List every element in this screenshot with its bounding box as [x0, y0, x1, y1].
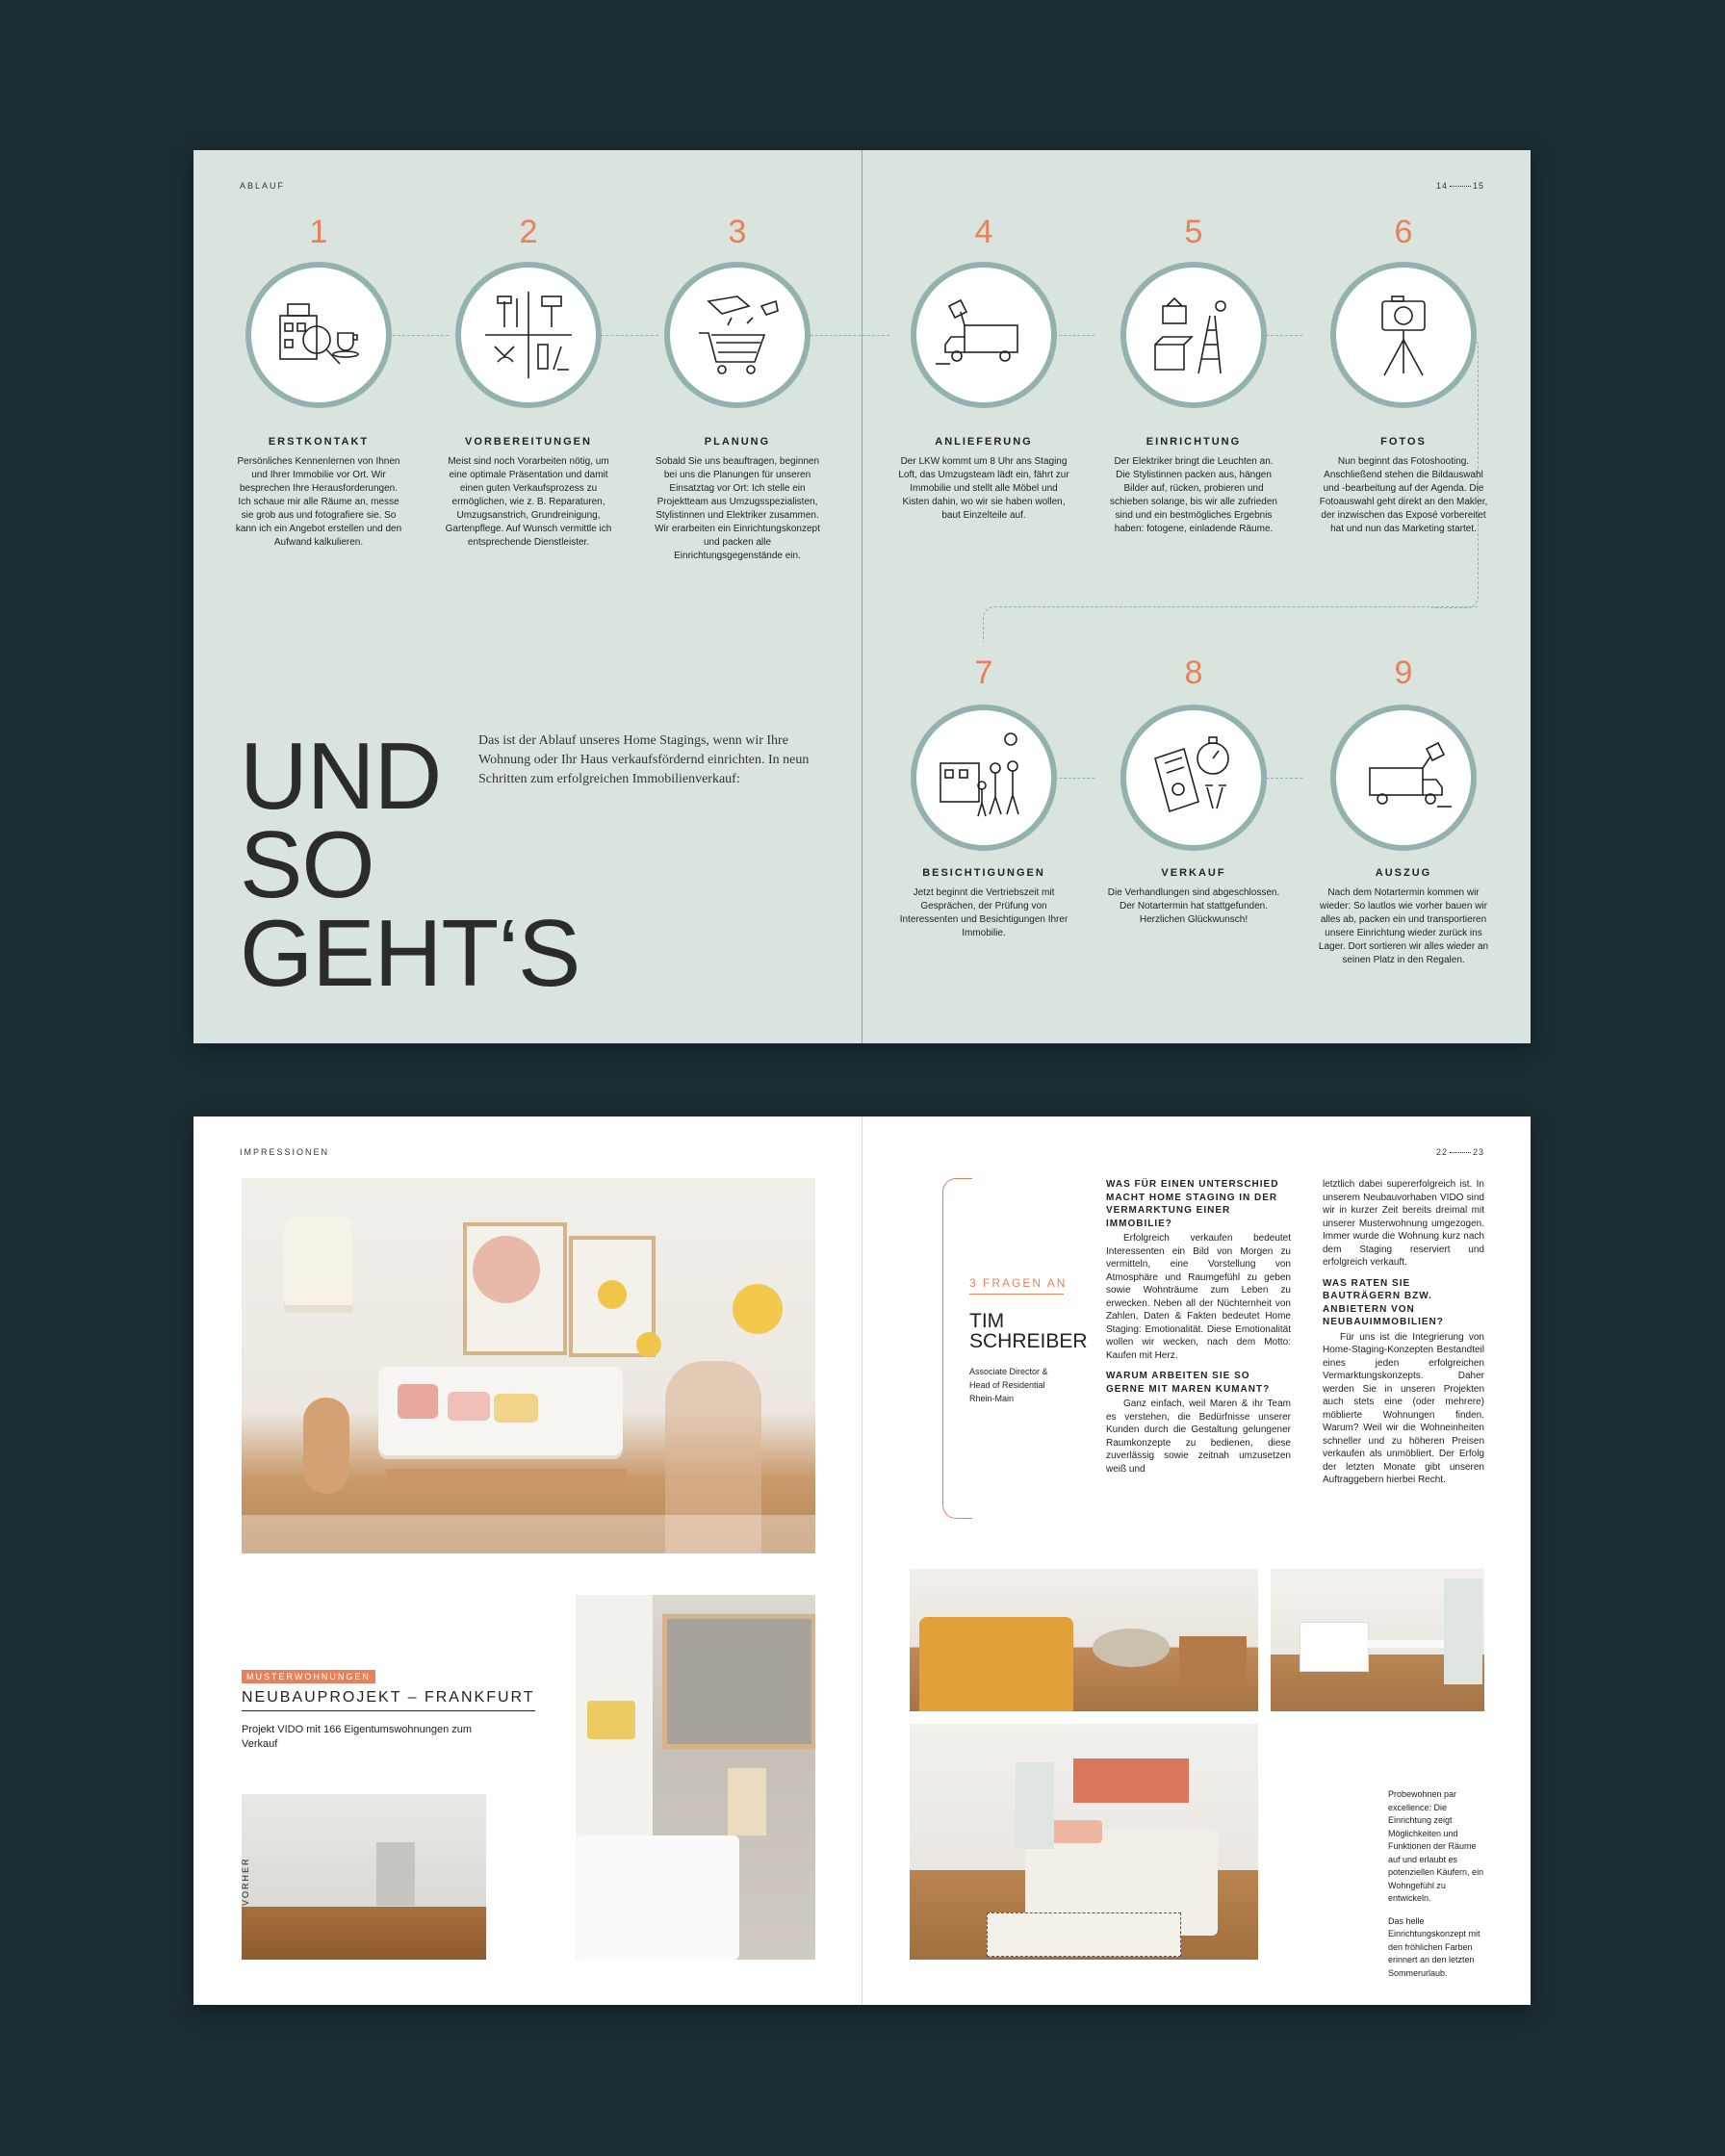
- qa-column-1: [1106, 1178, 1291, 1483]
- step-number: 3: [728, 214, 747, 250]
- person-name: TIM SCHREIBER: [969, 1310, 1088, 1352]
- mirror: [662, 1614, 815, 1749]
- category-tag: MUSTERWOHNUNGEN: [242, 1670, 375, 1683]
- step-title: ANLIEFERUNG: [935, 436, 1033, 448]
- step-text: Nun beginnt das Fotoshooting. Anschließend stehen die Bildauswahl und -bearbeitung auf der Agenda. Die Fotoauswahl geht direkt an den Makler, der inzwischen das Exposé vorbereitet hat und nun das Marketing startet.: [1319, 456, 1488, 534]
- step-8-circle: [1120, 705, 1267, 851]
- step-text: Persönliches Kennenlernen von Ihnen und Ihrer Immobilie vor Ort. Wir besprechen Ihre Herausforderungen. Ich schaue mir alle Räume an, messe sie grob aus und fotografiere sie. So kann ich ein Angebot erstellen und den Aufwand kalkulieren.: [235, 456, 402, 548]
- intro-text: Das ist der Ablauf unseres Home Stagings, wenn wir Ihre Wohnung oder Ihr Haus verkaufsfördernd einrichten. In neun Schritten zum erfolgreichen Immobilienverkauf:: [478, 733, 810, 786]
- step-number: 5: [1184, 214, 1203, 250]
- step-number: 1: [309, 214, 328, 250]
- bedroom-photo-1: [910, 1569, 1258, 1711]
- truck-icon: [936, 287, 1032, 383]
- soap-dispenser: [728, 1768, 766, 1835]
- step-number: 7: [974, 654, 993, 691]
- running-head: ABLAUF: [240, 181, 286, 191]
- step-7-circle: [911, 705, 1057, 851]
- step-text: Die Verhandlungen sind abgeschlossen. Der Notartermin hat stattgefunden. Herzlichen Glückwunsch!: [1107, 887, 1280, 925]
- connector-line: [811, 335, 889, 336]
- quote-bracket: [942, 1178, 972, 1519]
- step-title: FOTOS: [1380, 436, 1427, 448]
- headline: UND SO GEHT‘S: [240, 723, 580, 1006]
- person-role: Associate Director & Head of Residential Rhein-Main: [969, 1367, 1048, 1403]
- project-subtitle: Projekt VIDO mit 166 Eigentumswohnungen zum Verkauf: [242, 1724, 473, 1750]
- project-title: NEUBAUPROJEKT – FRANKFURT: [242, 1689, 535, 1711]
- brochure-spread-ablauf: [193, 150, 1531, 1043]
- photo-caption: Probewohnen par excellence: Die Einrichtung zeigt Möglichkeiten und Funktionen der Räume auf und erlaubt es potenziellen Käufern, ein Wohngefühl zu entwickeln. Das helle Einrichtungskonzept mit den fröhlichen Farben erinnert an den letzten Sommerurlaub.: [1388, 1789, 1484, 1978]
- shopping-cart-icon: [689, 287, 785, 383]
- before-label: VORHER: [241, 1857, 250, 1906]
- camera-icon: [1355, 287, 1452, 383]
- step-3-circle: [664, 262, 811, 408]
- bathroom-photo: [576, 1595, 815, 1960]
- step-2-circle: [455, 262, 602, 408]
- step-title: BESICHTIGUNGEN: [922, 867, 1045, 879]
- step-9-circle: [1330, 705, 1477, 851]
- step-title: PLANUNG: [704, 436, 771, 448]
- step-1-circle: [245, 262, 392, 408]
- doorway: [376, 1842, 415, 1906]
- before-photo: [242, 1794, 486, 1960]
- living-room-photo: [242, 1178, 815, 1553]
- step-number: 6: [1394, 214, 1413, 250]
- step-title: ERSTKONTAKT: [268, 436, 370, 448]
- sink: [576, 1835, 739, 1960]
- family-house-icon: [936, 730, 1032, 826]
- step-number: 9: [1394, 654, 1413, 691]
- dried-flower: [733, 1284, 783, 1334]
- step-text: Der LKW kommt um 8 Uhr ans Staging Loft, das Umzugsteam lädt ein, fährt zur Immobilie und stellt alle Möbel und Kisten dahin, wo wir sie haben wollen, baut Einzelteile auf.: [898, 456, 1069, 521]
- answer: Ganz einfach, weil Maren & ihr Team es verstehen, die Bedürfnisse unserer Kunden durch die Gestaltung gelungener Raumkonzepte zu bedienen, diese zuverlässig sowie zeitnah umzusetzen weiß und: [1106, 1399, 1291, 1475]
- step-number: 4: [974, 214, 993, 250]
- answer: letztlich dabei supererfolgreich ist. In unserem Neubauvorhaben VIDO sind wir in kurzer Zeit bereits dreimal mit unserer Musterwohnung umgezogen. Immer wurde die Wohnung kurz nach dem Staging reserviert und erfolgreich verkauft.: [1323, 1179, 1484, 1268]
- house-magnifier-coffee-icon: [270, 287, 367, 383]
- bedroom-photo-2: [910, 1724, 1258, 1960]
- page-numbers: 14 15: [1435, 181, 1484, 191]
- step-title: VORBEREITUNGEN: [465, 436, 592, 448]
- step-text: Meist sind noch Vorarbeiten nötig, um eine optimale Präsentation und damit einen guten Verkaufsprozess zu ermöglichen, wie z. B. Reparaturen, Umzugsanstrich, Grundreinigung, Gartenpflege. Auf Wunsch vermittle ich entsprechende Dienstleister.: [445, 456, 612, 548]
- page-numbers: 22 23: [1435, 1147, 1484, 1157]
- step-4-circle: [911, 262, 1057, 408]
- truck-icon: [1355, 730, 1452, 826]
- kitchen-counter: [1300, 1622, 1369, 1672]
- coffee-table: [386, 1469, 627, 1494]
- rug: [987, 1912, 1181, 1957]
- cushion: [398, 1384, 438, 1419]
- question: WAS FÜR EINEN UNTERSCHIED MACHT HOME STAGING IN DER VERMARKTUNG EINER IMMOBILIE?: [1106, 1179, 1279, 1229]
- qa-label: 3 FRAGEN AN: [969, 1276, 1068, 1290]
- wall-art-shape: [473, 1236, 540, 1303]
- answer: Für uns ist die Integrierung von Home-Staging-Konzepten Bestandteil eines jeden erfolgreichen Vermarktungskonzepts. Daher werden Sie in unseren Projekten auch stets eine (oder mehrere) möblierte Wohnungen finden. Warum? Weil wir die Wohneinheiten schneller und zu höheren Preisen verkaufen als unmöbliert. Der Erfolg der letzten Monate gibt unseren Auftraggebern hierbei Recht.: [1323, 1331, 1484, 1485]
- connector-line: [393, 335, 449, 336]
- dried-flower: [636, 1332, 661, 1357]
- ladder-icon: [1146, 287, 1242, 383]
- step-title: VERKAUF: [1161, 867, 1226, 879]
- step-text: Sobald Sie uns beauftragen, beginnen bei uns die Planungen für unseren Einsatztag vor Ort: Ich stelle ein Projektteam aus Umzugsspezialisten, Stylistinnen und Elektriker zusammen. Wir erarbeiten ein Einrichtungskonzept und packen alle Einrichtungsgegenstände ein.: [655, 456, 820, 561]
- step-text: Jetzt beginnt die Vertriebszeit mit Gesprächen, der Prüfung von Interessenten und Besichtigungen Ihrer Immobilie.: [899, 887, 1068, 938]
- floor-rug: [242, 1515, 815, 1553]
- bed-throw: [919, 1617, 1073, 1711]
- contract-stopwatch-icon: [1146, 730, 1242, 826]
- step-number: 2: [519, 214, 538, 250]
- side-table: [303, 1398, 349, 1494]
- step-number: 8: [1184, 654, 1203, 691]
- connector-curve: [983, 606, 1479, 642]
- pendant-lamp: [284, 1217, 353, 1313]
- window: [1444, 1578, 1482, 1684]
- step-5-circle: [1120, 262, 1267, 408]
- tools-icon: [480, 287, 577, 383]
- cushion: [448, 1392, 490, 1421]
- question: WAS RATEN SIE BAUTRÄGERN BZW. ANBIETERN VON NEUBAUIMMOBILIEN?: [1323, 1277, 1444, 1327]
- cushion: [494, 1394, 538, 1423]
- window: [1016, 1762, 1054, 1849]
- step-title: AUSZUG: [1375, 867, 1432, 879]
- wall-painting: [1073, 1758, 1189, 1803]
- answer: Erfolgreich verkaufen bedeutet Interessenten ein Bild von Morgen zu vermitteln, eine Vorstellung von Atmosphäre und Raumgefühl zu geben sowie Wohnträume zum Leben zu erwecken. Neben all der Nüchternheit von Zahlen, Daten & Fakten bedeutet Home Staging: Emotionalität. Diese Emotionalität wollen wir wecken, nach dem Motto: Kaufen mit Herz.: [1106, 1233, 1291, 1361]
- brochure-spread-impressionen: [193, 1116, 1531, 2005]
- dresser: [1179, 1636, 1247, 1688]
- running-head: IMPRESSIONEN: [240, 1147, 330, 1157]
- dining-table: [1367, 1640, 1444, 1648]
- towels: [587, 1701, 635, 1739]
- dried-flower: [598, 1280, 627, 1309]
- step-text: Der Elektriker bringt die Leuchten an. Die Stylistinnen packen aus, hängen Bilder auf, rücken, probieren und schieben solange, bis wir alle zufrieden sind und ein bestmögliches Ergebnis haben: fotogene, einladende Räume.: [1110, 456, 1277, 534]
- dining-photo: [1271, 1569, 1484, 1711]
- qa-column-2: [1323, 1178, 1484, 1495]
- step-6-circle: [1330, 262, 1477, 408]
- connector-line: [601, 335, 658, 336]
- step-text: Nach dem Notartermin kommen wir wieder: So lautlos wie vorher bauen wir alles ab, packen ein und transportieren unsere Einrichtung wieder zurück ins Lager. Dort sortieren wir alles wieder an seinen Platz in den Regalen.: [1318, 887, 1489, 965]
- question: WARUM ARBEITEN SIE SO GERNE MIT MAREN KUMANT?: [1106, 1371, 1271, 1395]
- step-title: EINRICHTUNG: [1146, 436, 1242, 448]
- qa-underline: [969, 1294, 1064, 1295]
- rug: [1093, 1629, 1170, 1667]
